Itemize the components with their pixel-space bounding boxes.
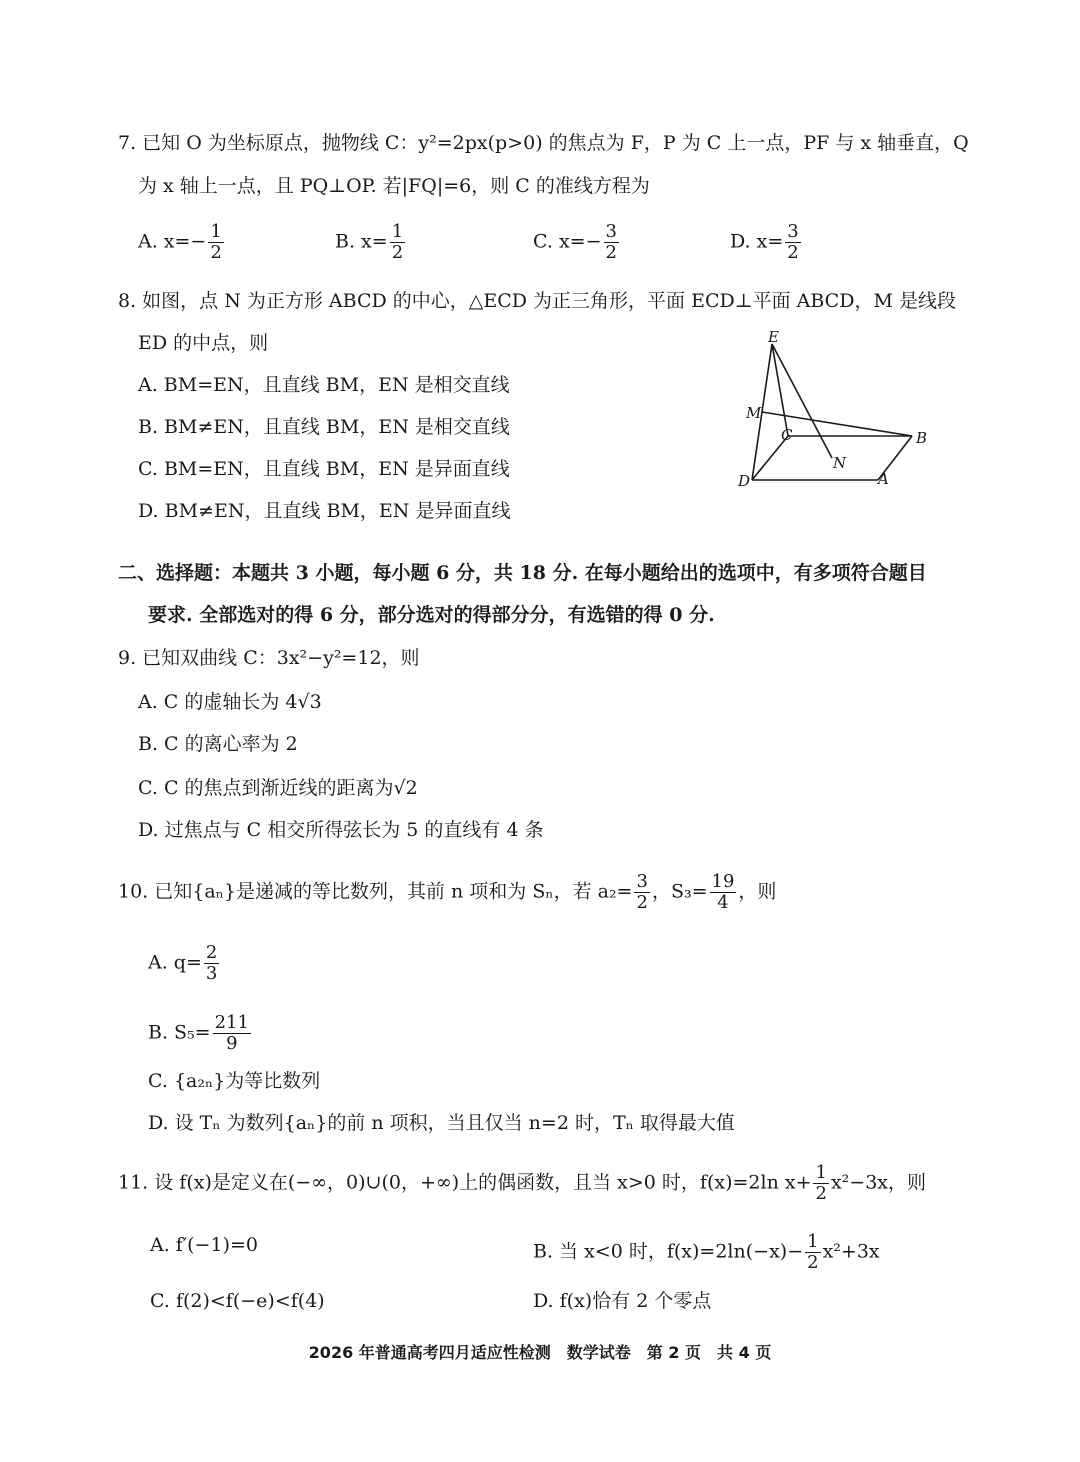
q11-option-b: B. 当 x<0 时，f(x)=2ln(−x)− $\frac{1}{2}$ x²+3x <box>533 1231 880 1273</box>
q11-option-b-fraction: $\frac{1}{2}$ <box>807 1231 819 1273</box>
q8-option-a: A. BM=EN，且直线 BM，EN 是相交直线 <box>138 374 510 396</box>
label-N: N <box>833 454 847 472</box>
q7-option-d: D. x= $\frac{3}{2}$ <box>730 221 799 263</box>
q7-option-c: C. x=− $\frac{3}{2}$ <box>533 221 617 263</box>
q11-stem-fraction: $\frac{1}{2}$ <box>815 1162 827 1204</box>
q10-stem-fraction-s3: $\frac{19}{4}$ <box>711 871 735 913</box>
q10-stem: 10. 已知{aₙ}是递减的等比数列，其前 n 项和为 Sₙ，若 a₂= $\frac{3}{2}$ ，S₃= $\frac{19}{4}$ ，则 <box>118 871 777 913</box>
q7-option-d-fraction: $\frac{3}{2}$ <box>787 221 799 263</box>
q10-option-b: B. S₅= $\frac{211}{9}$ <box>148 1012 249 1054</box>
q9-stem: 9. 已知双曲线 C：3x²−y²=12，则 <box>118 647 420 669</box>
q11-option-a: A. f′(−1)=0 <box>150 1234 258 1256</box>
q10-option-b-fraction: $\frac{211}{9}$ <box>214 1012 249 1054</box>
q9-option-a: A. C 的虚轴长为 4√3 <box>138 691 322 713</box>
q8-option-b: B. BM≠EN，且直线 BM，EN 是相交直线 <box>138 416 510 438</box>
q11-option-d: D. f(x)恰有 2 个零点 <box>533 1290 712 1312</box>
q8-geometry-figure <box>730 330 940 495</box>
q10-option-a: A. q= $\frac{2}{3}$ <box>148 942 218 984</box>
q10-stem-fraction-a2: $\frac{3}{2}$ <box>636 871 648 913</box>
section2-instructions-line2: 要求. 全部选对的得 6 分，部分选对的得部分分，有选错的得 0 分. <box>148 604 715 626</box>
q8-option-d: D. BM≠EN，且直线 BM，EN 是异面直线 <box>138 500 511 522</box>
page-footer: 2026 年普通高考四月适应性检测 数学试卷 第 2 页 共 4 页 <box>308 1343 772 1362</box>
q8-stem-line1: 8. 如图，点 N 为正方形 ABCD 的中心，△ECD 为正三角形，平面 ECD⊥平面 ABCD，M 是线段 <box>118 290 956 312</box>
q10-option-d: D. 设 Tₙ 为数列{aₙ}的前 n 项积，当且仅当 n=2 时，Tₙ 取得最大值 <box>148 1112 735 1134</box>
q9-option-c: C. C 的焦点到渐近线的距离为√2 <box>138 777 418 799</box>
q11-option-c: C. f(2)<f(−e)<f(4) <box>150 1290 325 1312</box>
q7-stem-line1: 7. 已知 O 为坐标原点，抛物线 C：y²=2px(p>0) 的焦点为 F，P 为 C 上一点，PF 与 x 轴垂直，Q <box>118 132 969 154</box>
q7-stem-line2: 为 x 轴上一点，且 PQ⊥OP. 若|FQ|=6，则 C 的准线方程为 <box>138 175 650 197</box>
label-C: C <box>781 426 793 444</box>
q8-option-c: C. BM=EN，且直线 BM，EN 是异面直线 <box>138 458 510 480</box>
q7-option-a: A. x=− $\frac{1}{2}$ <box>138 221 222 263</box>
label-D: D <box>738 472 751 490</box>
q7-option-c-fraction: $\frac{3}{2}$ <box>605 221 617 263</box>
q10-option-a-fraction: $\frac{2}{3}$ <box>205 942 218 984</box>
label-B: B <box>916 429 928 447</box>
q11-stem: 11. 设 f(x)是定义在(−∞，0)∪(0，+∞)上的偶函数，且当 x>0 时，f(x)=2ln x+ $\frac{1}{2}$ x²−3x，则 <box>118 1162 926 1204</box>
q9-option-d: D. 过焦点与 C 相交所得弦长为 5 的直线有 4 条 <box>138 819 544 841</box>
label-E: E <box>768 330 779 346</box>
q8-stem-line2: ED 的中点，则 <box>138 332 269 354</box>
q9-option-b: B. C 的离心率为 2 <box>138 733 298 755</box>
q7-option-b-fraction: $\frac{1}{2}$ <box>391 221 404 263</box>
label-M: M <box>746 404 762 422</box>
q10-option-c: C. {a₂ₙ}为等比数列 <box>148 1070 321 1092</box>
q7-option-b: B. x= $\frac{1}{2}$ <box>335 221 404 263</box>
q7-option-a-fraction: $\frac{1}{2}$ <box>210 221 222 263</box>
section2-instructions-line1: 二、选择题：本题共 3 小题，每小题 6 分，共 18 分. 在每小题给出的选项中，有多项符合题目 <box>118 562 927 584</box>
label-A: A <box>878 470 889 488</box>
